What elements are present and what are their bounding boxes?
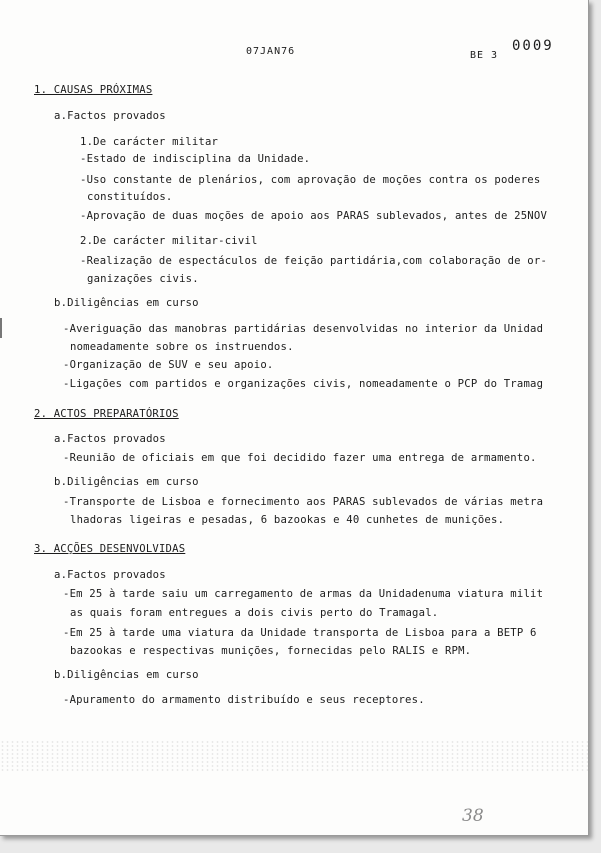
scan-noise [0, 740, 588, 772]
text-line: -Realização de espectáculos de feição partidária,com colaboração de or- [80, 255, 548, 267]
text-line: -Em 25 à tarde saiu um carregamento de armas da Unidadenuma viatura milit [63, 588, 544, 600]
section-1-title: 1. CAUSAS PRÓXIMAS [34, 84, 153, 96]
section-2-b: b.Diligências em curso [54, 476, 199, 488]
section-1-a2: 2.De carácter militar-civil [80, 235, 258, 247]
text-line: -Reunião de oficiais em que foi decidido fazer uma entrega de armamento. [63, 452, 537, 464]
section-1-b: b.Diligências em curso [54, 297, 199, 309]
section-1-a: a.Factos provados [54, 110, 166, 122]
text-line: -Apuramento do armamento distribuído e seus receptores. [63, 694, 425, 706]
section-2-title: 2. ACTOS PREPARATÓRIOS [34, 408, 179, 420]
text-line: constituídos. [87, 191, 173, 203]
text-line: -Em 25 à tarde uma viatura da Unidade transporta de Lisboa para a BETP 6 [63, 627, 537, 639]
date-stamp: 07JAN76 [246, 46, 296, 57]
section-3-b: b.Diligências em curso [54, 669, 199, 681]
text-line: lhadoras ligeiras e pesadas, 6 bazookas e 40 cunhetes de munições. [70, 514, 505, 526]
text-line: -Ligações com partidos e organizações civis, nomeadamente o PCP do Tramag [63, 378, 544, 390]
text-line: nomeadamente sobre os instruendos. [70, 341, 294, 353]
text-line: -Averiguação das manobras partidárias desenvolvidas no interior da Unidad [63, 323, 544, 335]
section-2-a: a.Factos provados [54, 433, 166, 445]
section-3-a: a.Factos provados [54, 569, 166, 581]
text-line: -Organização de SUV e seu apoio. [63, 359, 274, 371]
text-line: -Estado de indisciplina da Unidade. [80, 153, 311, 165]
text-line: as quais foram entregues a dois civis perto do Tramagal. [70, 607, 439, 619]
document-code: 0009 [512, 38, 554, 54]
text-line: -Aprovação de duas moções de apoio aos PARAS sublevados, antes de 25NOV [80, 210, 548, 222]
reference-mark: BE 3 [470, 50, 499, 61]
text-line: bazookas e respectivas munições, fornecidas pelo RALIS e RPM. [70, 645, 472, 657]
text-line: -Transporte de Lisboa e fornecimento aos PARAS sublevados de várias metra [63, 496, 544, 508]
scan-edge-mark [0, 318, 2, 338]
section-1-a1: 1.De carácter militar [80, 136, 219, 148]
page-number: 38 [462, 806, 484, 826]
text-line: ganizações civis. [87, 273, 199, 285]
section-3-title: 3. ACÇÕES DESENVOLVIDAS [34, 543, 186, 555]
text-line: -Uso constante de plenários, com aprovação de moções contra os poderes [80, 174, 541, 186]
